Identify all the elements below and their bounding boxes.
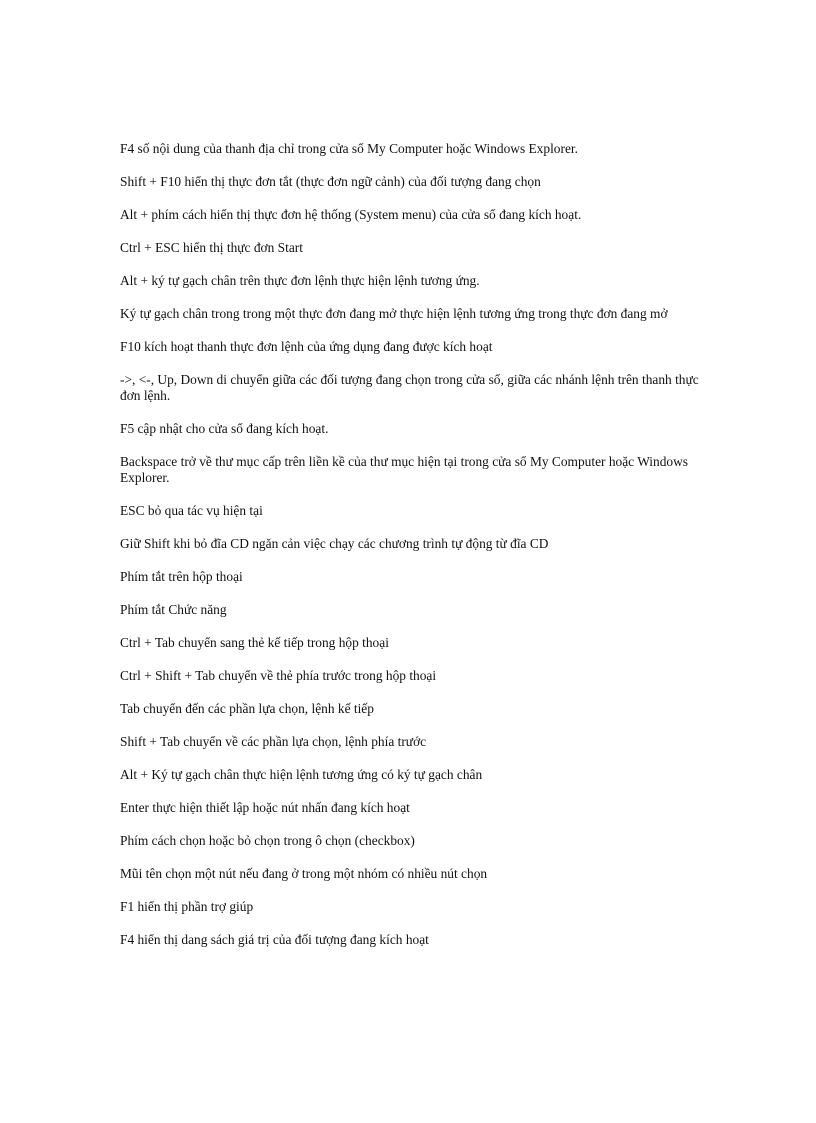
paragraph: Alt + phím cách hiển thị thực đơn hệ thống (System menu) của cửa sổ đang kích hoạt.	[120, 207, 582, 222]
document-body	[120, 141, 700, 965]
paragraph: Alt + ký tự gạch chân trên thực đơn lệnh thực hiện lệnh tương ứng.	[120, 273, 480, 288]
paragraph: F4 hiển thị dang sách giá trị của đối tượng đang kích hoạt	[120, 932, 429, 947]
paragraph: Ctrl + Shift + Tab chuyển về thẻ phía trước trong hộp thoại	[120, 668, 437, 683]
paragraph: Phím cách chọn hoặc bỏ chọn trong ô chọn (checkbox)	[120, 833, 415, 848]
paragraph: Mũi tên chọn một nút nếu đang ở trong một nhóm có nhiều nút chọn	[120, 866, 488, 881]
paragraph: Ký tự gạch chân trong trong một thực đơn đang mở thực hiện lệnh tương ứng trong thực đơn đang mở	[120, 306, 668, 321]
paragraph: F5 cập nhật cho cửa sổ đang kích hoạt.	[120, 421, 329, 436]
paragraph: Alt + Ký tự gạch chân thực hiện lệnh tương ứng có ký tự gạch chân	[120, 767, 483, 782]
paragraph: Backspace trở về thư mục cấp trên liền kề của thư mục hiện tại trong cửa sổ My Computer hoặc Windows Explorer.	[120, 454, 688, 485]
paragraph: Tab chuyển đến các phần lựa chọn, lệnh kế tiếp	[120, 701, 374, 716]
paragraph: Enter thực hiện thiết lập hoặc nút nhấn đang kích hoạt	[120, 800, 410, 815]
paragraph: ->, <-, Up, Down di chuyển giữa các đối tượng đang chọn trong cửa sổ, giữa các nhánh lệnh trên thanh thực đơn lệnh.	[120, 372, 699, 403]
paragraph: Shift + F10 hiển thị thực đơn tắt (thực đơn ngữ cảnh) của đối tượng đang chọn	[120, 174, 541, 189]
paragraph: F1 hiển thị phần trợ giúp	[120, 899, 254, 914]
paragraph: ESC bỏ qua tác vụ hiện tại	[120, 503, 263, 518]
paragraph: Ctrl + Tab chuyển sang thẻ kế tiếp trong hộp thoại	[120, 635, 389, 650]
paragraph: Giữ Shift khi bỏ đĩa CD ngăn cản việc chạy các chương trình tự động từ đĩa CD	[120, 536, 549, 551]
section-heading: Phím tắt trên hộp thoại	[120, 569, 243, 584]
column-heading: Phím tắt Chức năng	[120, 602, 227, 617]
paragraph: Ctrl + ESC hiển thị thực đơn Start	[120, 240, 303, 255]
paragraph: Shift + Tab chuyển về các phần lựa chọn, lệnh phía trước	[120, 734, 427, 749]
paragraph: F4 số nội dung của thanh địa chỉ trong cửa sổ My Computer hoặc Windows Explorer.	[120, 141, 578, 156]
paragraph: F10 kích hoạt thanh thực đơn lệnh của ứng dụng đang được kích hoạt	[120, 339, 493, 354]
